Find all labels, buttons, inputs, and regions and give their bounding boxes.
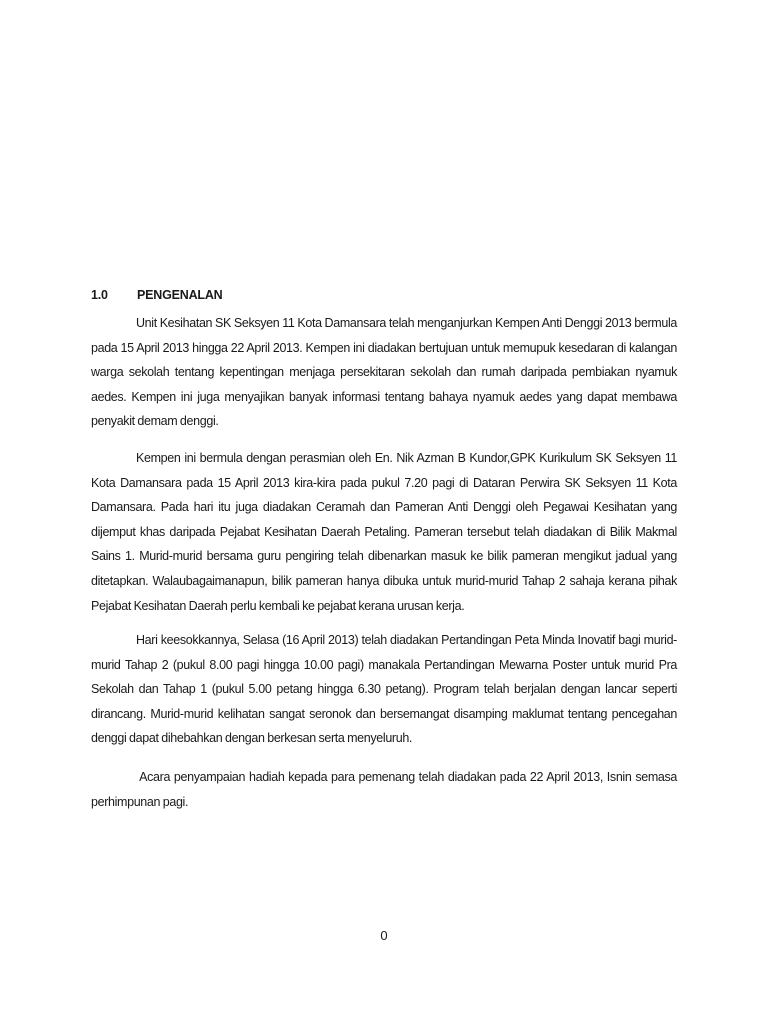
section-title: PENGENALAN [137,288,223,302]
paragraph-launch [91,446,677,618]
paragraph-competitions [91,628,677,751]
paragraph-text: Unit Kesihatan SK Seksyen 11 Kota Damansara telah menganjurkan Kempen Anti Denggi 2013 bermula pada 15 April 2013 hingga 22 April 2013. Kempen ini diadakan bertujuan untuk memupuk kesedaran di kalangan warga sekolah tentang kepentingan menjaga persekitaran sekolah dan rumah daripada pembiakan nyamuk aedes. Kempen ini juga menyajikan banyak informasi tentang bahaya nyamuk aedes yang dapat membawa penyakit demam denggi. [91,316,677,429]
paragraph-text: Kempen ini bermula dengan perasmian oleh En. Nik Azman B Kundor,GPK Kurikulum SK Seksyen 11 Kota Damansara pada 15 April 2013 kira-kira pada pukul 7.20 pagi di Dataran Perwira SK Seksyen 11 Kota Damansara. Pada hari itu juga diadakan Ceramah dan Pameran Anti Denggi oleh Pegawai Kesihatan yang dijemput khas daripada Pejabat Kesihatan Daerah Petaling. Pameran tersebut telah diadakan di Bilik Makmal Sains 1. Murid-murid bersama guru pengiring telah dibenarkan masuk ke bilik pameran mengikut jadual yang ditetapkan. Walaubagaimanapun, bilik pameran hanya dibuka untuk murid-murid Tahap 2 sahaja kerana pihak Pejabat Kesihatan Daerah perlu kembali ke pejabat kerana urusan kerja. [91,451,677,613]
section-number: 1.0 [91,288,108,302]
paragraph-text: Hari keesokkannya, Selasa (16 April 2013) telah diadakan Pertandingan Peta Minda Inovatif bagi murid-murid Tahap 2 (pukul 8.00 pagi hingga 10.00 pagi) manakala Pertandingan Mewarna Poster untuk murid Pra Sekolah dan Tahap 1 (pukul 5.00 petang hingga 6.30 petang). Program telah berjalan dengan lancar seperti dirancang. Murid-murid kelihatan sangat seronok dan bersemangat disamping maklumat tentang pencegahan denggi dapat dihebahkan dengan berkesan serta menyeluruh. [91,633,677,746]
paragraph-introduction [91,311,677,434]
section-heading [91,288,223,302]
paragraph-prize-giving [91,765,677,814]
page-number: 0 [380,928,388,943]
paragraph-text: Acara penyampaian hadiah kepada para pemenang telah diadakan pada 22 April 2013, Isnin semasa perhimpunan pagi. [91,770,677,809]
